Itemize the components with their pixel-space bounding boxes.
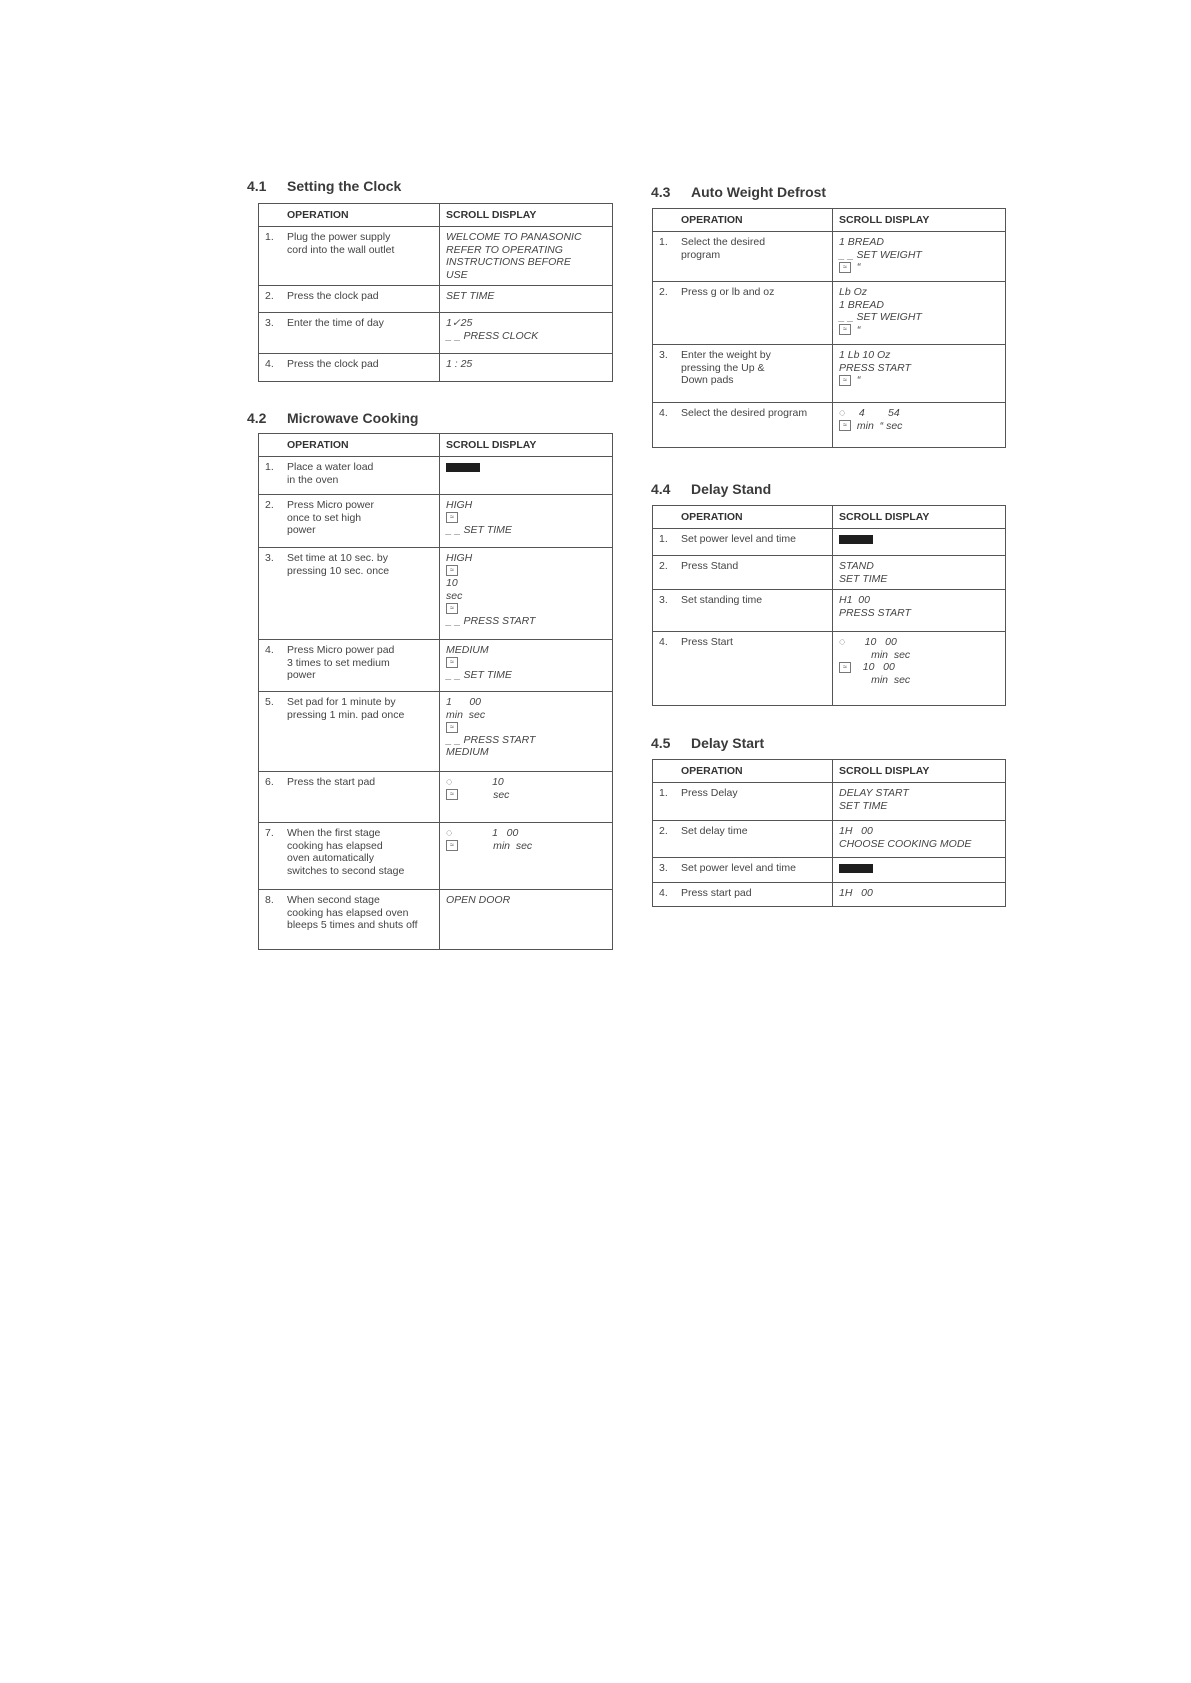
step-number: 2. [659, 825, 668, 837]
microwave-icon: ≈ [446, 565, 458, 576]
scroll-display-cell [440, 640, 613, 692]
operation-text: Set power level and time [681, 862, 796, 874]
section-number: 4.4 [651, 481, 671, 497]
display-line [446, 602, 606, 615]
table-row [259, 313, 613, 354]
table-row [259, 457, 613, 495]
display-line: _ _ PRESS START [446, 733, 536, 746]
display-line: min sec [839, 673, 911, 686]
operation-text: Set power level and time [681, 533, 796, 545]
scroll-display-cell [833, 590, 1006, 632]
step-number: 3. [659, 862, 668, 874]
display-line: SET TIME [839, 572, 888, 585]
header-operation: OPERATION [653, 760, 833, 783]
step-number: 1. [265, 231, 274, 243]
operation-text: Press Micro power once to set high power [287, 499, 374, 536]
table-row [653, 858, 1006, 883]
scroll-display-cell [440, 823, 613, 890]
operation-cell [259, 313, 440, 354]
step-number: 6. [265, 776, 274, 788]
step-number: 2. [265, 499, 274, 511]
table-row [653, 821, 1006, 858]
operation-cell [259, 692, 440, 772]
display-line: MEDIUM [446, 746, 489, 758]
operation-text: When second stage cooking has elapsed oven bleeps 5 times and shuts off [287, 894, 418, 931]
section-title-4-1 [247, 178, 401, 194]
operation-text: Press Start [681, 636, 733, 648]
operation-cell [259, 548, 440, 640]
operation-cell [653, 883, 833, 907]
display-line [839, 661, 999, 674]
operation-cell [259, 772, 440, 823]
step-number: 4. [659, 407, 668, 419]
display-text: sec [461, 788, 510, 801]
table-row [259, 548, 613, 640]
display-line: 1 00 [446, 696, 482, 708]
display-line: sec [446, 589, 463, 602]
header-scroll-display: SCROLL DISPLAY [833, 209, 1006, 232]
display-text: 1 00 [460, 827, 519, 839]
display-line: 10 [446, 577, 458, 589]
power-level-bar [839, 533, 999, 548]
display-line: 1H 00 [839, 887, 873, 899]
scroll-display-cell [833, 282, 1006, 345]
display-line: min sec [839, 648, 911, 661]
display-line: _ _ SET WEIGHT [839, 311, 922, 323]
scroll-display-cell [440, 772, 613, 823]
display-line [839, 636, 999, 649]
table-row [259, 286, 613, 313]
display-line [446, 827, 606, 840]
table-row [653, 883, 1006, 907]
section-title-text: Delay Start [691, 735, 765, 751]
operation-text: Select the desired program [681, 236, 766, 261]
scroll-display-cell [440, 286, 613, 313]
operation-text: Press Delay [681, 787, 738, 799]
operation-cell [653, 821, 833, 858]
display-line [839, 374, 999, 387]
operation-text: Enter the time of day [287, 317, 384, 329]
operation-cell [653, 556, 833, 590]
step-number: 2. [659, 286, 668, 298]
operation-text: Press start pad [681, 887, 752, 899]
section-number: 4.2 [247, 410, 267, 426]
operation-cell [259, 227, 440, 286]
operation-text: Set time at 10 sec. by pressing 10 sec. once [287, 552, 390, 577]
scroll-display-cell [440, 692, 613, 772]
header-operation: OPERATION [259, 434, 440, 457]
operation-cell [259, 890, 440, 950]
operation-text: When the first stage cooking has elapsed oven automatically switches to second stage [287, 827, 405, 877]
table-row [653, 345, 1006, 403]
step-number: 3. [265, 317, 274, 329]
section-title-text: Microwave Cooking [287, 410, 419, 426]
scroll-display-cell [833, 858, 1006, 883]
operation-text: Set delay time [681, 825, 748, 837]
microwave-icon: ≈ [446, 512, 458, 523]
table-row [653, 232, 1006, 282]
scroll-display-cell [833, 883, 1006, 907]
display-line: 1 BREAD [839, 298, 884, 311]
display-line: 1 Lb 10 Oz [839, 349, 891, 361]
display-line: _ _ SET WEIGHT [839, 248, 922, 261]
operation-cell [259, 823, 440, 890]
microwave-icon: ≈ [446, 722, 458, 733]
table-row [653, 556, 1006, 590]
section-title-4-5 [651, 735, 764, 751]
display-line: H1 00 [839, 594, 870, 606]
microwave-icon: ≈ [446, 657, 458, 668]
display-line: WELCOME TO PANASONIC [446, 231, 582, 243]
step-number: 3. [265, 552, 274, 564]
step-number: 3. [659, 594, 668, 606]
display-text: “ [854, 261, 861, 273]
scroll-display-cell [440, 548, 613, 640]
scroll-display-cell [833, 821, 1006, 858]
microwave-icon: ≈ [839, 262, 851, 273]
header-scroll-display: SCROLL DISPLAY [833, 760, 1006, 783]
operation-text: Press the clock pad [287, 290, 379, 302]
scroll-display-cell [833, 783, 1006, 821]
operation-cell [653, 403, 833, 448]
table-row [653, 282, 1006, 345]
step-number: 1. [659, 533, 668, 545]
display-line: STAND [839, 560, 874, 572]
operation-cell [259, 457, 440, 495]
display-line [446, 840, 606, 853]
operation-cell [653, 529, 833, 556]
display-line: _ _ SET TIME [446, 669, 512, 681]
operation-text: Press Stand [681, 560, 739, 572]
operation-cell [259, 354, 440, 382]
scroll-display-cell [833, 529, 1006, 556]
display-line: PRESS START [839, 606, 911, 619]
display-line: min sec [446, 708, 486, 721]
display-text: min sec [461, 839, 533, 852]
microwave-icon: ≈ [446, 840, 458, 851]
display-line: 1✓25 [446, 317, 473, 329]
table-row [259, 823, 613, 890]
operation-cell [653, 858, 833, 883]
table-row [259, 354, 613, 382]
table-microwave-cooking [258, 433, 613, 950]
display-line [446, 565, 606, 578]
display-line: DELAY START [839, 787, 909, 799]
display-line: 1 : 25 [446, 358, 473, 370]
table-setting-clock [258, 203, 613, 382]
display-line [839, 407, 999, 420]
header-scroll-display: SCROLL DISPLAY [440, 204, 613, 227]
display-line: MEDIUM [446, 644, 489, 656]
display-line: USE [446, 268, 468, 281]
display-text: 10 [460, 776, 504, 788]
display-line: INSTRUCTIONS BEFORE [446, 256, 571, 268]
display-text: 10 00 [854, 661, 895, 673]
display-text: 10 00 [853, 636, 897, 648]
section-title-text: Auto Weight Defrost [691, 184, 827, 200]
display-line [839, 324, 999, 337]
scroll-display-cell [440, 890, 613, 950]
header-operation: OPERATION [259, 204, 440, 227]
section-title-4-4 [651, 481, 771, 497]
step-number: 7. [265, 827, 274, 839]
step-number: 3. [659, 349, 668, 361]
header-operation: OPERATION [653, 209, 833, 232]
table-row [653, 632, 1006, 706]
display-line [839, 420, 999, 433]
display-line: _ _ SET TIME [446, 524, 512, 536]
operation-cell [259, 495, 440, 548]
section-title-4-2 [247, 410, 418, 426]
step-number: 1. [265, 461, 274, 473]
operation-text: Press Micro power pad 3 times to set medium power [287, 644, 395, 681]
display-text: min “ sec [854, 419, 903, 432]
operation-text: Set standing time [681, 594, 763, 606]
microwave-icon: ≈ [839, 662, 851, 673]
table-row [259, 495, 613, 548]
table-row [259, 640, 613, 692]
section-title-4-3 [651, 184, 826, 200]
microwave-icon: ≈ [839, 375, 851, 386]
operation-text: Press the clock pad [287, 358, 379, 370]
scroll-display-cell [833, 345, 1006, 403]
table-row [259, 692, 613, 772]
display-text: 4 54 [853, 407, 900, 419]
table-row [259, 772, 613, 823]
step-number: 2. [659, 560, 668, 572]
display-line [446, 789, 606, 802]
display-line: OPEN DOOR [446, 894, 511, 906]
microwave-icon: ≈ [446, 789, 458, 800]
scroll-display-cell [440, 354, 613, 382]
display-line: HIGH [446, 552, 473, 564]
display-line: PRESS START [839, 361, 911, 374]
timer-icon: ◌ [839, 407, 846, 419]
operation-cell [653, 282, 833, 345]
microwave-icon: ≈ [839, 324, 851, 335]
display-text: “ [854, 323, 861, 336]
table-row [653, 403, 1006, 448]
operation-text: Select the desired program [681, 407, 808, 419]
step-number: 4. [659, 636, 668, 648]
scroll-display-cell [440, 457, 613, 495]
display-line [446, 657, 606, 670]
timer-icon: ◌ [446, 827, 453, 839]
display-line: CHOOSE COOKING MODE [839, 837, 972, 850]
display-bar-icon [839, 535, 873, 544]
table-row [653, 783, 1006, 821]
step-number: 5. [265, 696, 274, 708]
display-line [446, 776, 606, 789]
table-delay-stand [652, 505, 1006, 706]
power-level-bar [839, 862, 999, 877]
display-line: 1 BREAD [839, 236, 884, 248]
operation-cell [653, 232, 833, 282]
display-bar-icon [839, 864, 873, 873]
display-line: _ _ PRESS START [446, 614, 536, 627]
display-line: REFER TO OPERATING [446, 243, 563, 256]
operation-cell [259, 640, 440, 692]
scroll-display-cell [833, 403, 1006, 448]
display-line [446, 721, 606, 734]
scroll-display-cell [440, 227, 613, 286]
scroll-display-cell [833, 556, 1006, 590]
operation-text: Press g or lb and oz [681, 286, 775, 298]
display-line: Lb Oz [839, 286, 868, 298]
operation-cell [653, 590, 833, 632]
scroll-display-cell [440, 313, 613, 354]
display-bar-icon [446, 463, 480, 472]
table-row [259, 227, 613, 286]
display-line [446, 512, 606, 525]
operation-cell [653, 345, 833, 403]
operation-cell [259, 286, 440, 313]
display-line: SET TIME [839, 799, 888, 812]
step-number: 4. [265, 644, 274, 656]
display-text: “ [854, 374, 861, 386]
operation-text: Set pad for 1 minute by pressing 1 min. pad once [287, 696, 405, 721]
step-number: 8. [265, 894, 274, 906]
power-level-bar [446, 461, 606, 476]
display-line: SET TIME [446, 290, 495, 302]
display-line: _ _ PRESS CLOCK [446, 329, 539, 342]
operation-text: Place a water load in the oven [287, 461, 374, 486]
operation-text: Press the start pad [287, 776, 376, 788]
display-line: HIGH [446, 499, 473, 511]
section-title-text: Setting the Clock [287, 178, 402, 194]
operation-text: Plug the power supply cord into the wall outlet [287, 231, 395, 256]
section-title-text: Delay Stand [691, 481, 772, 497]
table-delay-start [652, 759, 1006, 907]
section-number: 4.3 [651, 184, 671, 200]
table-row [259, 890, 613, 950]
section-number: 4.5 [651, 735, 671, 751]
step-number: 1. [659, 787, 668, 799]
microwave-icon: ≈ [446, 603, 458, 614]
step-number: 4. [265, 358, 274, 370]
microwave-icon: ≈ [839, 420, 851, 431]
table-auto-weight-defrost [652, 208, 1006, 448]
timer-icon: ◌ [446, 776, 453, 788]
step-number: 4. [659, 887, 668, 899]
scroll-display-cell [833, 232, 1006, 282]
section-number: 4.1 [247, 178, 267, 194]
operation-cell [653, 783, 833, 821]
display-line: 1H 00 [839, 825, 873, 837]
header-scroll-display: SCROLL DISPLAY [833, 506, 1006, 529]
table-row [653, 529, 1006, 556]
display-line [839, 261, 999, 274]
header-scroll-display: SCROLL DISPLAY [440, 434, 613, 457]
header-operation: OPERATION [653, 506, 833, 529]
timer-icon: ◌ [839, 636, 846, 648]
operation-cell [653, 632, 833, 706]
step-number: 2. [265, 290, 274, 302]
operation-text: Enter the weight by pressing the Up & Down pads [681, 349, 771, 386]
table-row [653, 590, 1006, 632]
step-number: 1. [659, 236, 668, 248]
scroll-display-cell [440, 495, 613, 548]
scroll-display-cell [833, 632, 1006, 706]
